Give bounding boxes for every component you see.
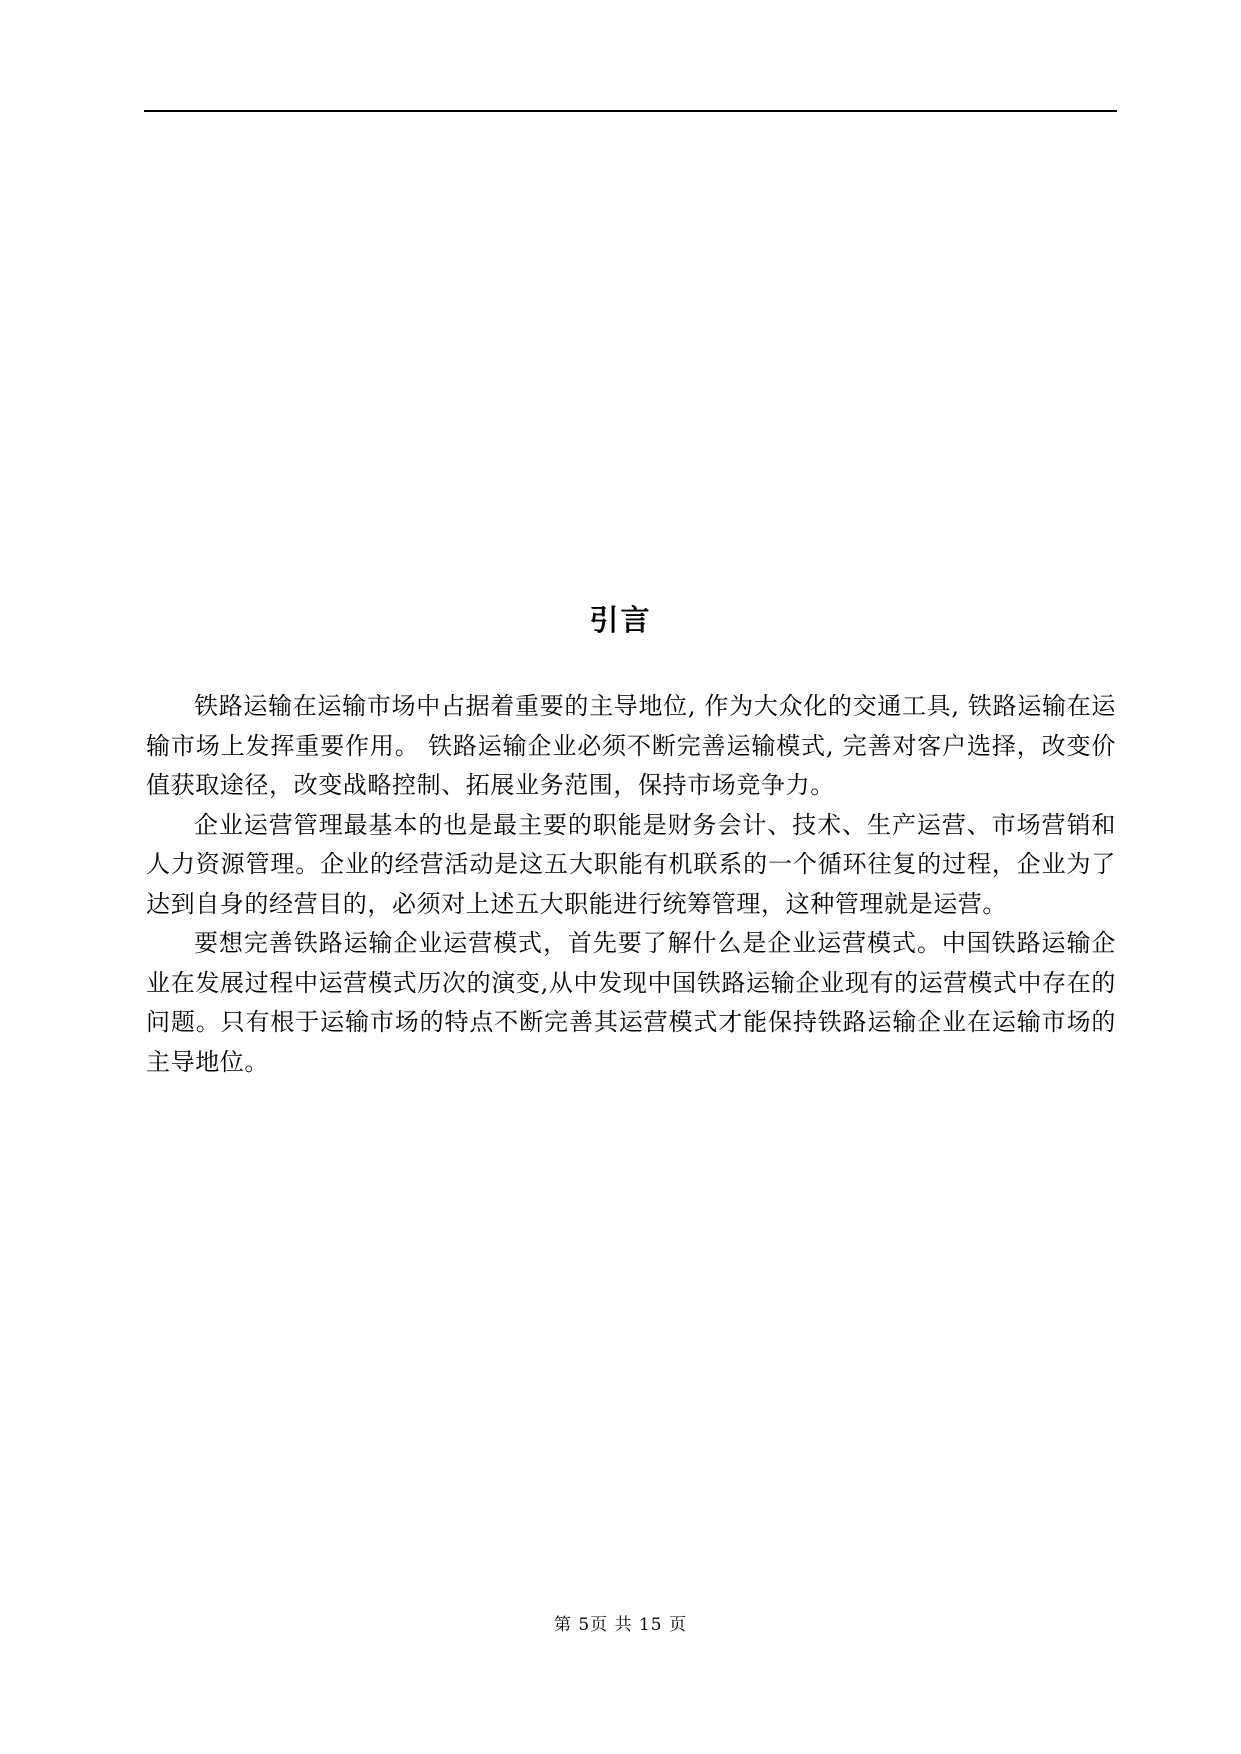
paragraph-2: 企业运营管理最基本的也是最主要的职能是财务会计、技术、生产运营、市场营销和人力资源管理。企业的经营活动是这五大职能有机联系的一个循环往复的过程，企业为了达到自身的经营目的，必须对上述五大职能进行统筹管理，这种管理就是运营。 [146,810,1116,918]
page-number: 第 5页 共 15 页 [553,1615,688,1635]
header-rule [144,110,1117,112]
body-text [146,687,1116,1082]
paragraph-3: 要想完善铁路运输企业运营模式，首先要了解什么是企业运营模式。中国铁路运输企业在发展过程中运营模式历次的演变,从中发现中国铁路运输企业现有的运营模式中存在的问题。只有根于运输市场的特点不断完善其运营模式才能保持铁路运输企业在运输市场的主导地位。 [146,929,1116,1076]
page-title: 引言 [589,603,652,637]
paragraph-1: 铁路运输在运输市场中占据着重要的主导地位, 作为大众化的交通工具, 铁路运输在运输市场上发挥重要作用。 铁路运输企业必须不断完善运输模式, 完善对客户选择，改变价值获取途径，改变战略控制、拓展业务范围，保持市场竞争力。 [146,692,1116,799]
